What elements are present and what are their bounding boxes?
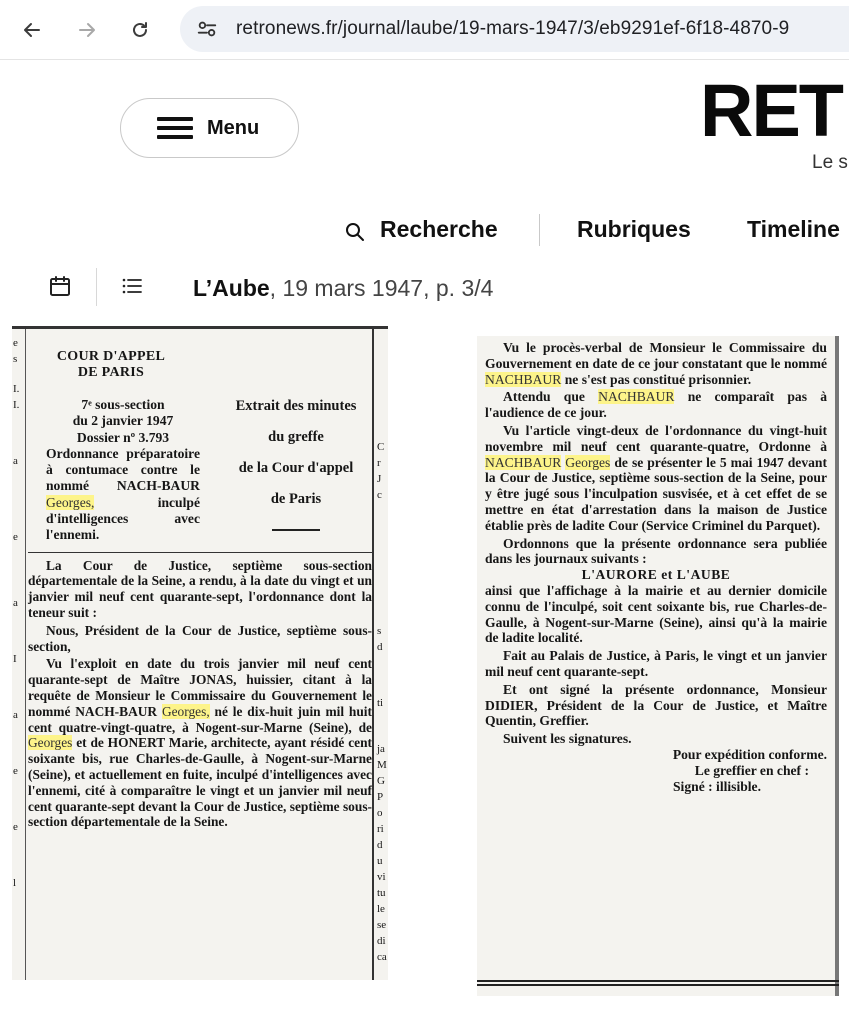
intro-tail: inculpé d'intelligences avec l'ennemi. [46,494,200,543]
nav-recherche[interactable]: Recherche [380,216,498,242]
edge-letter: G [377,775,385,787]
site-logo[interactable]: RET [700,69,842,152]
toolbar-divider [96,268,97,306]
article-column [28,331,372,830]
highlighted-name: NACHBAUR [485,454,562,470]
site-tagline: Le s [812,152,848,173]
edge-letter: d [377,839,383,851]
nav-rubriques[interactable]: Rubriques [577,216,691,242]
edge-letter: vi [377,871,386,883]
arrow-right-icon [77,20,97,40]
edge-letter: s [13,353,18,365]
intro-line: 7ᵉ sous-section [81,397,165,412]
edge-letter: tu [377,887,386,899]
edge-letter: ti [377,697,384,709]
intro-line: du 2 janvier 1947 [72,413,174,429]
edge-letter: I. [13,383,20,395]
reload-icon [130,20,150,40]
column-edge [835,336,839,996]
edge-letter: u [377,855,383,867]
adjacent-column-left [12,329,26,980]
newspaper-names: L'AURORE et L'AUBE [581,567,731,583]
journal-name: L’Aube [193,275,270,301]
issue-date-page: , 19 mars 1947, p. 3/4 [269,275,494,301]
paragraph-text: Vu l'exploit en date du trois janvier mil neuf cent quarante-sept de Maître JONAS, huissier, citant à la requête de Monsieur le Commissaire du Gouvernement le nommé NACH-BAUR [28,656,372,719]
edge-letter: e [13,337,18,349]
adjacent-column-right [372,329,388,980]
section-divider [28,552,372,554]
edge-letter: r [377,457,381,469]
newspaper-clip-right [477,336,839,996]
reload-button[interactable] [122,12,158,48]
signature-line: Signé : illisible. [673,778,761,794]
court-title-line: DE PARIS [77,365,145,380]
edge-letter: o [377,807,383,819]
paragraph: Et ont signé la présente ordonnance, Monsieur DIDIER, Président de la Cour de Justice, et Maître Quentin, Greffier. [485,681,827,729]
edge-letter: e [13,821,18,833]
menu-label: Menu [207,116,260,139]
back-button[interactable] [14,12,50,48]
edge-letter: P [377,791,384,803]
url-text: retronews.fr/journal/laube/19-mars-1947/3/eb9291ef-6f18-4870-9 [236,18,790,39]
highlighted-name: Georges [28,735,73,751]
article-column-continued [485,338,827,794]
edge-letter: l [13,877,17,889]
paragraph: Suivent les signatures. [503,731,632,747]
edge-letter: se [377,919,387,931]
edge-letter: ca [377,951,387,963]
paragraph: La Cour de Justice, septième sous-section départementale de la Seine, a rendu, à la date du vingt et un janvier mil neuf cent quarante-sept, l'ordonnance dont la teneur suit : [28,557,372,621]
edge-letter: J [377,473,382,485]
intro-text: Ordonnance préparatoire à contumace contre le nommé NACH-BAUR [46,445,200,494]
paragraph-text: et de HONERT Marie, architecte, ayant résidé cent soixante bis, rue Charles-de-Gaulle, à Nogent-sur-Marne (Seine), et actuellement en fuite, inculpé d'intelligences avec l'ennemi, cité à comparaître le vingt et un janvier mil neuf cent quarante-sept devant la Cour de Justice, septième sous-section départementale de la Seine. [28,735,372,830]
search-icon[interactable] [344,221,366,243]
paragraph-text: ne s'est pas constitué prisonnier. [564,371,752,387]
court-title-line: COUR D'APPEL [56,349,166,364]
extract-rule [272,529,320,531]
signature-line: Pour expédition conforme. [672,746,827,762]
paragraph-text: de se présenter le 5 mai 1947 devant la Cour de Justice, septième sous-section de la Seine, pour y être jugé sous l'inculpation susvisée, et à cet effet de se mettre en état d'arrestation dans la maison de Justice établie près de ladite Cour (Service Criminel du Parquet). [485,454,827,533]
edge-letter: s [377,625,382,637]
edge-letter: e [13,765,18,777]
edge-letter: ri [377,823,384,835]
extract-line: du greffe [268,429,324,445]
paragraph-text: né le dix-huit juin mil huit cent quatre-vingt-quatre, à Nogent-sur-Marne (Seine), de [28,703,372,735]
newspaper-clip-left [12,326,388,980]
edge-letter: e [13,531,18,543]
browser-toolbar [0,0,849,60]
highlighted-name: NACHBAUR [598,389,675,405]
forward-button[interactable] [69,12,105,48]
paragraph [485,389,827,421]
paragraph [485,423,827,534]
edge-letter: a [13,597,18,609]
highlighted-name: Georges, [46,494,95,510]
bottom-rule [477,980,839,986]
arrow-left-icon [22,20,42,40]
site-settings-icon[interactable] [194,16,220,42]
paragraph: Fait au Palais de Justice, à Paris, le vingt et un janvier mil neuf cent quarante-sept. [485,648,827,679]
court-title [36,349,186,381]
edge-letter: a [13,455,18,467]
paragraph-text: Vu le procès-verbal de Monsieur le Commissaire du Gouvernement en date de ce jour constatant que le nommé [485,340,827,371]
intro-line: Dossier nº 3.793 [76,429,170,445]
paragraph-text: Vu l'article vingt-deux de l'ordonnance du vingt-huit novembre mil neuf cent quarante-quatre, Ordonne à [485,422,827,454]
edge-letter: c [377,489,382,501]
extract-heading [206,331,372,544]
nav-timeline[interactable]: Timeline [747,216,840,242]
edge-letter: d [377,641,383,653]
calendar-icon[interactable] [48,274,72,298]
paragraph [485,340,827,387]
address-bar[interactable] [180,6,849,52]
edge-letter: I [13,653,17,665]
edge-letter: M [377,759,387,771]
extract-line: Extrait des minutes [235,398,357,414]
highlighted-name: NACHBAUR [485,371,562,387]
edge-letter: I. [13,399,20,411]
paragraph-text: ne comparaît pas à l'audience de ce jour. [485,389,827,421]
viewer-toolbar [0,266,849,310]
nav-divider [539,214,540,246]
list-icon[interactable] [120,274,144,298]
signature-line: Le greffier en chef : [694,762,809,778]
site-navigation [0,208,849,252]
highlighted-name: Georges [565,454,611,470]
section-intro [36,381,206,544]
extract-line: de la Cour d'appel [238,460,354,476]
edge-letter: le [377,903,385,915]
edge-letter: a [13,709,18,721]
highlighted-name: Georges, [161,703,210,719]
paragraph: ainsi que l'affichage à la mairie et au dernier domicile connu de l'inculpé, soit cent soixante bis, rue Charles-de-Gaulle, à Nogent-sur-Marne (Seine), ainsi qu'à la mairie de ladite localité. [485,582,827,646]
edge-letter: di [377,935,386,947]
edge-letter: C [377,441,385,453]
menu-button[interactable] [120,98,299,158]
hamburger-icon [157,115,193,141]
paragraph: Nous, Président de la Cour de Justice, septième sous-section, [28,622,372,654]
paragraph: Ordonnons que la présente ordonnance sera publiée dans les journaux suivants : [485,535,827,567]
issue-title [193,275,493,302]
paragraph-text: Attendu que [503,389,585,405]
extract-line: de Paris [270,491,322,507]
edge-letter: ja [377,743,385,755]
paragraph [28,656,372,830]
